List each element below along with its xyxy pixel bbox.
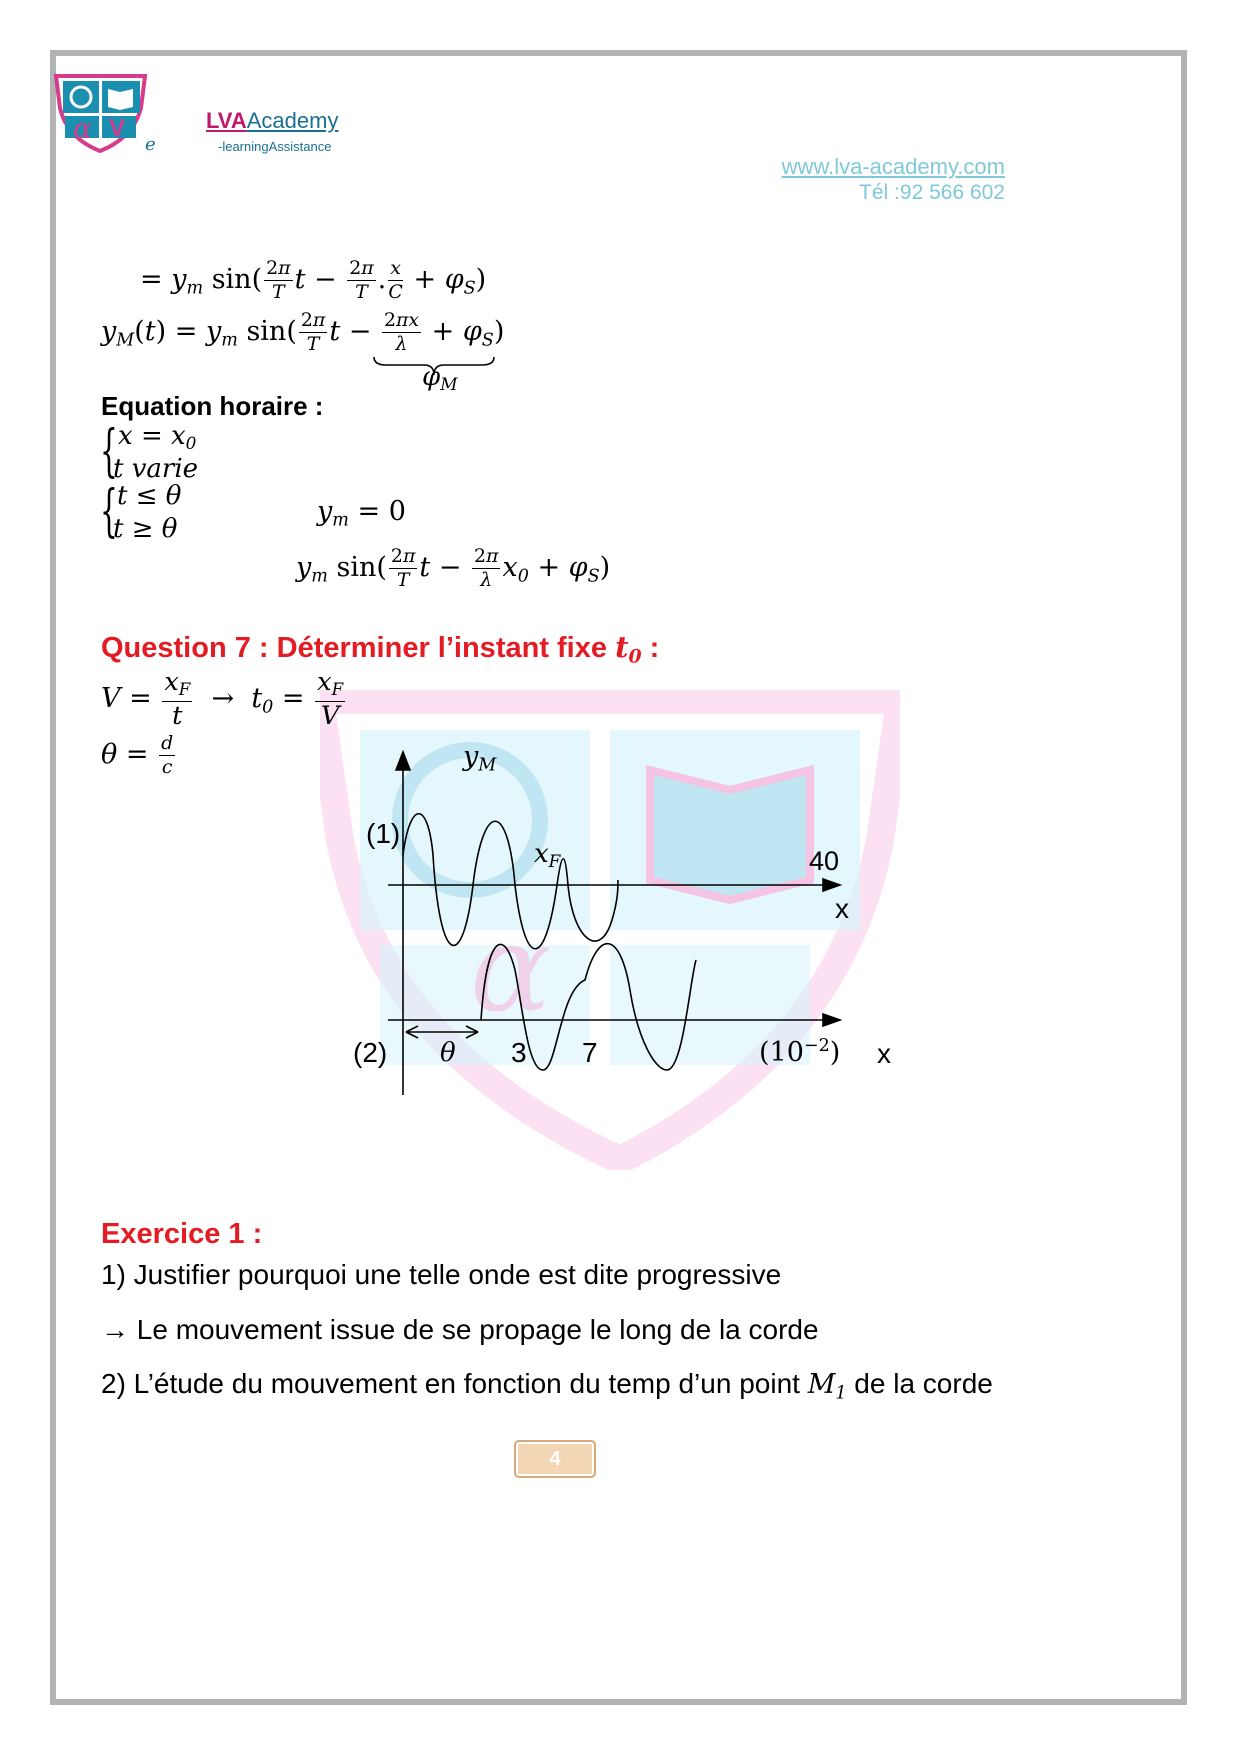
equation-2: $y_M(t) = y_m$ sin( $\frac{2\pi}{T}$ t − $\frac{2\pi x}{\lambda}$ + $\varphi_S$) [101,309,505,355]
system-2-line-1: t ≤ θ [117,481,182,511]
exercise-title: Exercice 1 : [101,1218,263,1250]
theta-formula: θ = $\frac{d}{c}$ [101,732,174,778]
result-ym-sin: $y_m$ sin( $\frac{2\pi}{T}$ t − $\frac{2\pi}{\lambda}$ $x_0 + \varphi_S$) [296,545,611,591]
brand-logo [53,73,148,153]
page-number: 4 [549,1448,561,1470]
exercise-line-3: 2) L’étude du mouvement en fonction du temp d’un point $M_1$ de la corde [101,1368,993,1404]
graph-y-label: $y_M$ [463,741,497,776]
curve-1-label: (1) [366,818,401,849]
exercise-line-1: 1) Justifier pourquoi une telle onde est dite progressive [101,1259,782,1290]
tick-3: 3 [511,1037,527,1068]
system-2-line-2: t ≥ θ [113,514,178,544]
brand-tagline: -learningAssistance [218,139,332,154]
tick-7: 7 [582,1037,598,1068]
brand-lva: LVA [206,108,247,133]
system-1-line-1: $x = x_0$ [118,421,197,454]
question-7-text: Question 7 : Déterminer l’instant fixe [101,632,607,664]
theta-label: θ [440,1038,456,1068]
phi-m-label: $\varphi_M$ [422,362,458,395]
website-link[interactable]: www.lva-academy.com [781,154,1005,179]
question-7-colon: : [649,632,660,664]
svg-text:V: V [109,115,126,142]
x-axis-2-arrow [823,1014,840,1026]
brand-academy: Academy [246,108,339,133]
xf-label: $x_F$ [534,839,561,872]
exercise-line-2: → Le mouvement issue de se propage le long de la corde [101,1314,819,1345]
unit-label: $(10^{-2})$ [759,1036,841,1068]
page-number-badge [514,1440,596,1478]
brand-name [206,108,338,134]
curve-1 [403,814,618,949]
equation-horaire-title: Equation horaire : [101,391,324,421]
curve-2-label: (2) [353,1037,388,1068]
equation-1: = $y_m$ sin( $\frac{2\pi}{T}$ t − $\frac{2\pi}{T}$ . $\frac{x}{C}$ + $\varphi_S$) [140,257,487,303]
x-axis-1-arrow [823,879,840,891]
svg-text:α: α [73,112,92,145]
question-7-title [101,630,659,668]
y-axis-arrow [396,752,410,770]
result-ym-zero: $y_m = 0$ [317,496,406,531]
brace-1: { [100,419,118,484]
svg-text:α: α [470,900,552,1039]
question-7-var: $t_0$ [615,630,642,668]
logo-letter: e [145,134,156,155]
brace-2: { [100,479,118,544]
axis-2-x-label: x [877,1038,891,1069]
velocity-formula: V = $\frac{x_F}{t}$ → $t_0$ = $\frac{x_F}{V}$ [101,666,344,731]
shield-icon [53,73,148,153]
phone-number: Tél :92 566 602 [859,181,1005,204]
value-40: 40 [809,846,840,876]
system-1-line-2: t varie [113,454,199,484]
axis-1-x-label: x [835,893,849,924]
